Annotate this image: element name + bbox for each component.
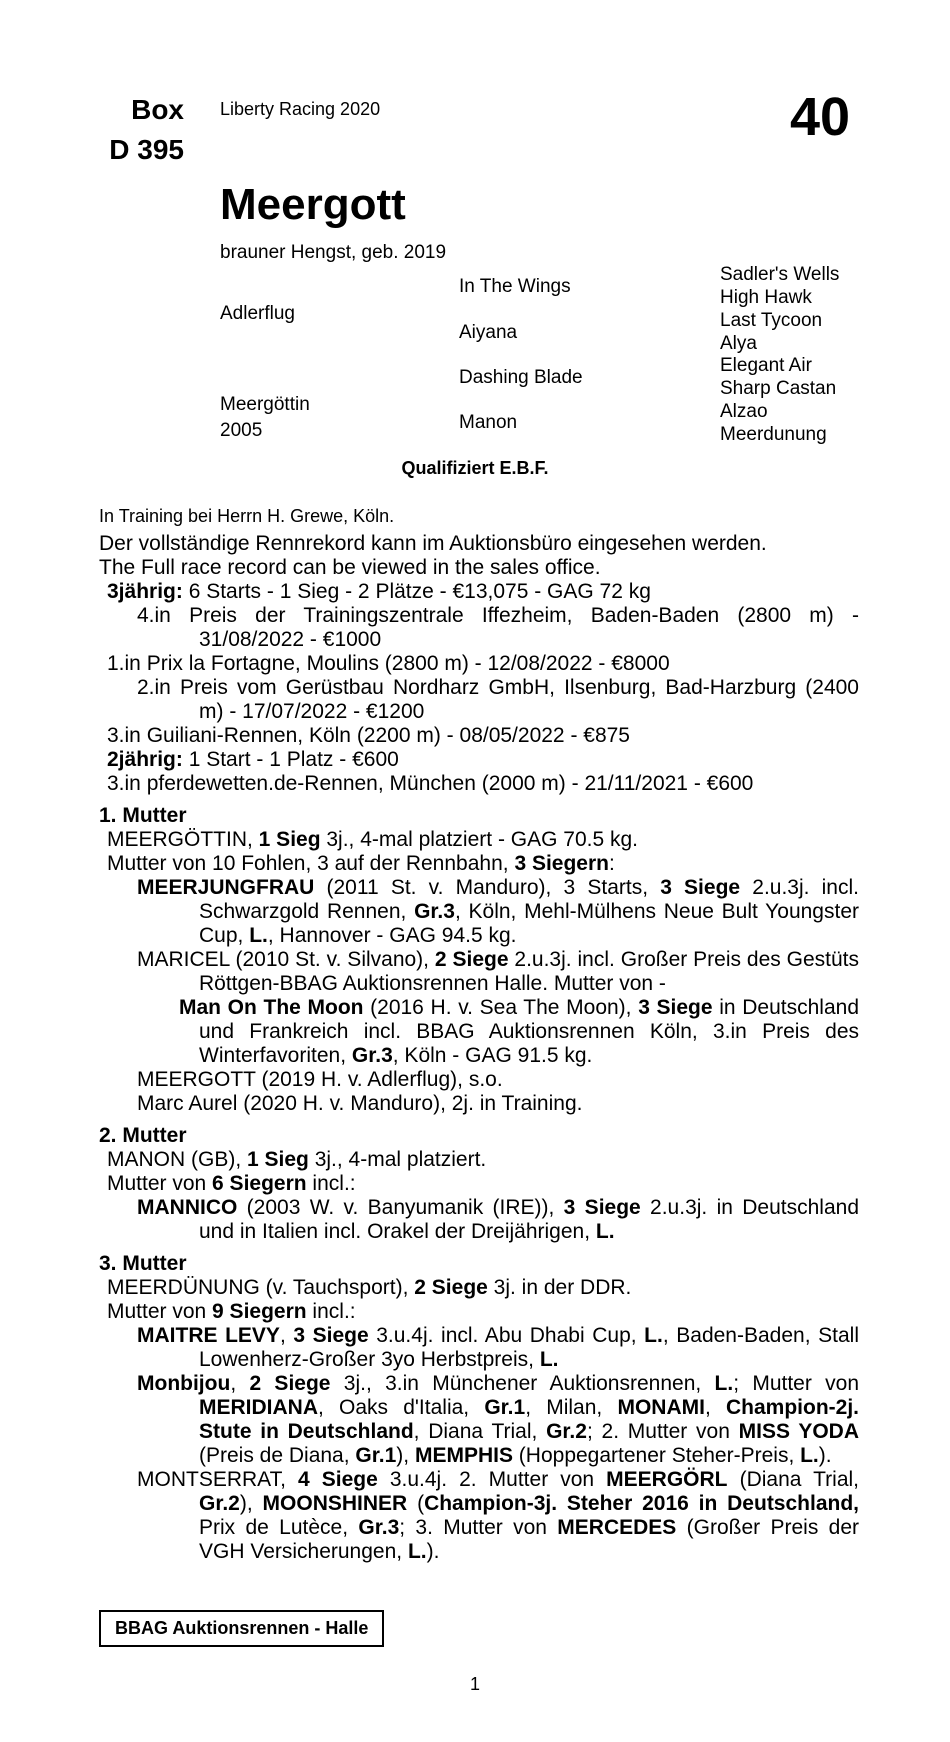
text: incl.: bbox=[306, 1172, 356, 1195]
text: L. bbox=[407, 1540, 427, 1563]
pedigree-g3: Last Tycoon bbox=[720, 310, 823, 331]
lot-number: 40 bbox=[790, 87, 851, 147]
text: ), bbox=[239, 1492, 263, 1515]
produce-entry: Marc Aurel (2020 H. v. Manduro), 2j. in Training. bbox=[137, 1092, 583, 1115]
text: 3 Siege bbox=[660, 876, 741, 899]
text: L. bbox=[595, 1220, 615, 1243]
text: Monbijou bbox=[137, 1372, 231, 1395]
text: L. bbox=[249, 924, 268, 947]
race-line: 3.in pferdewetten.de-Rennen, München (2000 m) - 21/11/2021 - €600 bbox=[107, 772, 754, 795]
text: Gr.3 bbox=[358, 1516, 400, 1539]
text: ( bbox=[407, 1492, 425, 1515]
text: (Preis de Diana, bbox=[199, 1444, 356, 1467]
text: (Großer Preis der VGH Versicherungen, bbox=[199, 1516, 859, 1563]
dam1-offspring bbox=[99, 852, 859, 876]
dam3-summary bbox=[99, 1276, 859, 1300]
text: MANNICO bbox=[137, 1196, 238, 1219]
text: , bbox=[230, 1372, 250, 1395]
text: Champion-3j. Steher 2016 in Deutschland, bbox=[424, 1492, 859, 1515]
text: , Oaks d'Italia, bbox=[318, 1396, 485, 1419]
text: ; 3. Mutter von bbox=[399, 1516, 558, 1539]
text: , bbox=[704, 1396, 726, 1419]
text: MARICEL (2010 St. v. Silvano), bbox=[137, 948, 435, 971]
text: (Diana Trial, bbox=[727, 1468, 859, 1491]
text: (2016 H. v. Sea The Moon), bbox=[363, 996, 639, 1019]
pedigree-sire-sire: In The Wings bbox=[459, 276, 571, 297]
text: Gr.2 bbox=[546, 1420, 587, 1443]
produce-entry bbox=[99, 1372, 859, 1468]
pedigree-g2: High Hawk bbox=[720, 287, 812, 308]
text: 2.u.3j. in Deutschland und in Italien incl. Orakel der Dreijährigen, bbox=[199, 1196, 860, 1243]
pedigree-g1: Sadler's Wells bbox=[720, 264, 840, 285]
pedigree-g5: Elegant Air bbox=[720, 355, 812, 376]
race-eligibility-box: BBAG Auktionsrennen - Halle bbox=[99, 1610, 384, 1647]
text: Gr.3 bbox=[351, 1044, 393, 1067]
horse-name: Meergott bbox=[220, 180, 406, 229]
text: ). bbox=[818, 1444, 832, 1467]
text: MEERJUNGFRAU bbox=[137, 876, 315, 899]
pedigree-g6: Sharp Castan bbox=[720, 378, 837, 399]
text: 2 Siege bbox=[249, 1372, 331, 1395]
text: , Baden-Baden, Stall Lowenherz-Großer 3yo Herbstpreis, bbox=[199, 1324, 859, 1371]
text: Gr.1 bbox=[355, 1444, 397, 1467]
text: ; Mutter von bbox=[733, 1372, 859, 1395]
text: MEERGÖRL bbox=[606, 1468, 728, 1491]
text: , bbox=[279, 1324, 294, 1347]
text: L. bbox=[539, 1348, 559, 1371]
record-3yo-label: 3jährig: bbox=[107, 580, 183, 603]
text: incl.: bbox=[306, 1300, 356, 1323]
text: MAITRE LEVY bbox=[137, 1324, 280, 1347]
text: 6 Siegern bbox=[212, 1172, 307, 1195]
record-2yo-summary: 1 Start - 1 Platz - €600 bbox=[182, 748, 399, 771]
text: 3j. in der DDR. bbox=[487, 1276, 632, 1299]
pedigree-dam-sire: Dashing Blade bbox=[459, 367, 583, 388]
text: 1 Sieg bbox=[247, 1148, 309, 1171]
pedigree-dam-dam: Manon bbox=[459, 412, 518, 433]
dam1-heading: 1. Mutter bbox=[99, 804, 187, 827]
seller-name: Liberty Racing 2020 bbox=[220, 99, 381, 119]
race-line: 2.in Preis vom Gerüstbau Nordharz GmbH, Ilsenburg, Bad-Harzburg (2400 m) - 17/07/2022 - €1200 bbox=[137, 676, 859, 723]
dam1-summary bbox=[99, 828, 859, 852]
produce-entry bbox=[99, 1468, 859, 1564]
text: (Hoppegartener Steher-Preis, bbox=[512, 1444, 801, 1467]
text: , Milan, bbox=[525, 1396, 618, 1419]
text: ; 2. Mutter von bbox=[586, 1420, 739, 1443]
training-note: In Training bei Herrn H. Grewe, Köln. bbox=[99, 506, 395, 526]
produce-entry bbox=[99, 1324, 859, 1372]
pedigree-sire: Adlerflug bbox=[220, 303, 295, 324]
text: (2003 W. v. Banyumanik (IRE)), bbox=[237, 1196, 564, 1219]
box-label: Box bbox=[131, 94, 184, 125]
dam2-heading: 2. Mutter bbox=[99, 1124, 187, 1147]
text: : bbox=[608, 852, 615, 875]
record-2yo bbox=[99, 748, 859, 772]
text: 3j., 3.in Münchener Auktionsrennen, bbox=[330, 1372, 715, 1395]
produce-entry: MEERGOTT (2019 H. v. Adlerflug), s.o. bbox=[137, 1068, 503, 1091]
record-note-de: Der vollständige Rennrekord kann im Auktionsbüro eingesehen werden. bbox=[99, 532, 767, 555]
dam2-summary bbox=[99, 1148, 859, 1172]
text: 3j., 4-mal platziert - GAG 70.5 kg. bbox=[320, 828, 638, 851]
catalogue-body bbox=[99, 532, 859, 1564]
text: Gr.3 bbox=[414, 900, 455, 923]
text: 9 Siegern bbox=[212, 1300, 307, 1323]
record-3yo bbox=[99, 580, 859, 604]
text: Man On The Moon bbox=[179, 996, 364, 1019]
text: 3.u.4j. incl. Abu Dhabi Cup, bbox=[368, 1324, 645, 1347]
record-3yo-summary: 6 Starts - 1 Sieg - 2 Plätze - €13,075 - GAG 72 kg bbox=[182, 580, 651, 603]
text: ). bbox=[426, 1540, 440, 1563]
text: MERCEDES bbox=[557, 1516, 677, 1539]
record-note-en: The Full race record can be viewed in the sales office. bbox=[99, 556, 601, 579]
text: MOONSHINER bbox=[262, 1492, 408, 1515]
text: L. bbox=[644, 1324, 663, 1347]
text: Prix de Lutèce, bbox=[199, 1516, 359, 1539]
page-number: 1 bbox=[469, 1674, 480, 1694]
text: 2.u.3j. incl. Großer Preis des Gestüts Röttgen-BBAG Auktionsrennen Halle. Mutter von - bbox=[199, 948, 859, 995]
text: MONTSERRAT, bbox=[137, 1468, 299, 1491]
text: Gr.1 bbox=[484, 1396, 526, 1419]
text: Champion-2j. Stute in Deutschland bbox=[199, 1396, 859, 1443]
text: Mutter von 10 Fohlen, 3 auf der Rennbahn, bbox=[107, 852, 515, 875]
dam3-offspring bbox=[99, 1300, 859, 1324]
text: 2 Siege bbox=[414, 1276, 488, 1299]
text: MEERGÖTTIN, bbox=[107, 828, 259, 851]
race-line: 3.in Guiliani-Rennen, Köln (2200 m) - 08/05/2022 - €875 bbox=[107, 724, 630, 747]
box-number: D 395 bbox=[109, 134, 184, 165]
text: Mutter von bbox=[107, 1300, 213, 1323]
dam3-heading: 3. Mutter bbox=[99, 1252, 187, 1275]
pedigree-g7: Alzao bbox=[720, 401, 768, 422]
text: 3.u.4j. 2. Mutter von bbox=[377, 1468, 607, 1491]
text: L. bbox=[714, 1372, 734, 1395]
dam2-offspring bbox=[99, 1172, 859, 1196]
horse-description: brauner Hengst, geb. 2019 bbox=[220, 242, 447, 263]
text: MONAMI bbox=[617, 1396, 705, 1419]
pedigree-dam-year: 2005 bbox=[220, 420, 263, 441]
text: Mutter von bbox=[107, 1172, 213, 1195]
text: MERIDIANA bbox=[199, 1396, 318, 1419]
text: 3 Siege bbox=[563, 1196, 641, 1219]
text: , Köln - GAG 91.5 kg. bbox=[392, 1044, 593, 1067]
text: MANON (GB), bbox=[107, 1148, 247, 1171]
record-2yo-label: 2jährig: bbox=[107, 748, 183, 771]
produce-entry bbox=[99, 876, 859, 948]
text: 2 Siege bbox=[434, 948, 509, 971]
text: 3j., 4-mal platziert. bbox=[308, 1148, 487, 1171]
pedigree-g8: Meerdunung bbox=[720, 424, 827, 445]
text: , Hannover - GAG 94.5 kg. bbox=[267, 924, 517, 947]
text: , Köln, Mehl-Mülhens Neue Bult Youngster Cup, bbox=[199, 900, 859, 947]
pedigree-g4: Alya bbox=[720, 333, 757, 354]
text: Gr.2 bbox=[199, 1492, 240, 1515]
race-line: 1.in Prix la Fortagne, Moulins (2800 m) - 12/08/2022 - €8000 bbox=[107, 652, 670, 675]
produce-entry bbox=[99, 1196, 859, 1244]
text: 2.u.3j. incl. Schwarzgold Rennen, bbox=[199, 876, 859, 923]
pedigree-dam: Meergöttin bbox=[220, 394, 310, 415]
race-line: 4.in Preis der Trainingszentrale Iffezheim, Baden-Baden (2800 m) - 31/08/2022 - €1000 bbox=[137, 604, 859, 651]
produce-entry bbox=[99, 948, 859, 996]
text: 3 Siegern bbox=[514, 852, 609, 875]
text: MEMPHIS bbox=[414, 1444, 513, 1467]
text: 1 Sieg bbox=[258, 828, 321, 851]
text: L. bbox=[800, 1444, 819, 1467]
pedigree-sire-dam: Aiyana bbox=[459, 322, 518, 343]
qualification: Qualifiziert E.B.F. bbox=[401, 458, 549, 478]
text: (2011 St. v. Manduro), 3 Starts, bbox=[314, 876, 661, 899]
text: 3 Siege bbox=[638, 996, 713, 1019]
text: in Deutschland und Frankreich incl. BBAG Auktionsrennen Köln, 3.in Preis des Winterfavoriten, bbox=[199, 996, 860, 1067]
produce-entry bbox=[99, 996, 859, 1068]
text: MISS YODA bbox=[738, 1420, 859, 1443]
text: MEERDÜNUNG (v. Tauchsport), bbox=[107, 1276, 415, 1299]
text: , Diana Trial, bbox=[413, 1420, 547, 1443]
text: 4 Siege bbox=[298, 1468, 378, 1491]
text: ), bbox=[396, 1444, 415, 1467]
text: 3 Siege bbox=[293, 1324, 369, 1347]
